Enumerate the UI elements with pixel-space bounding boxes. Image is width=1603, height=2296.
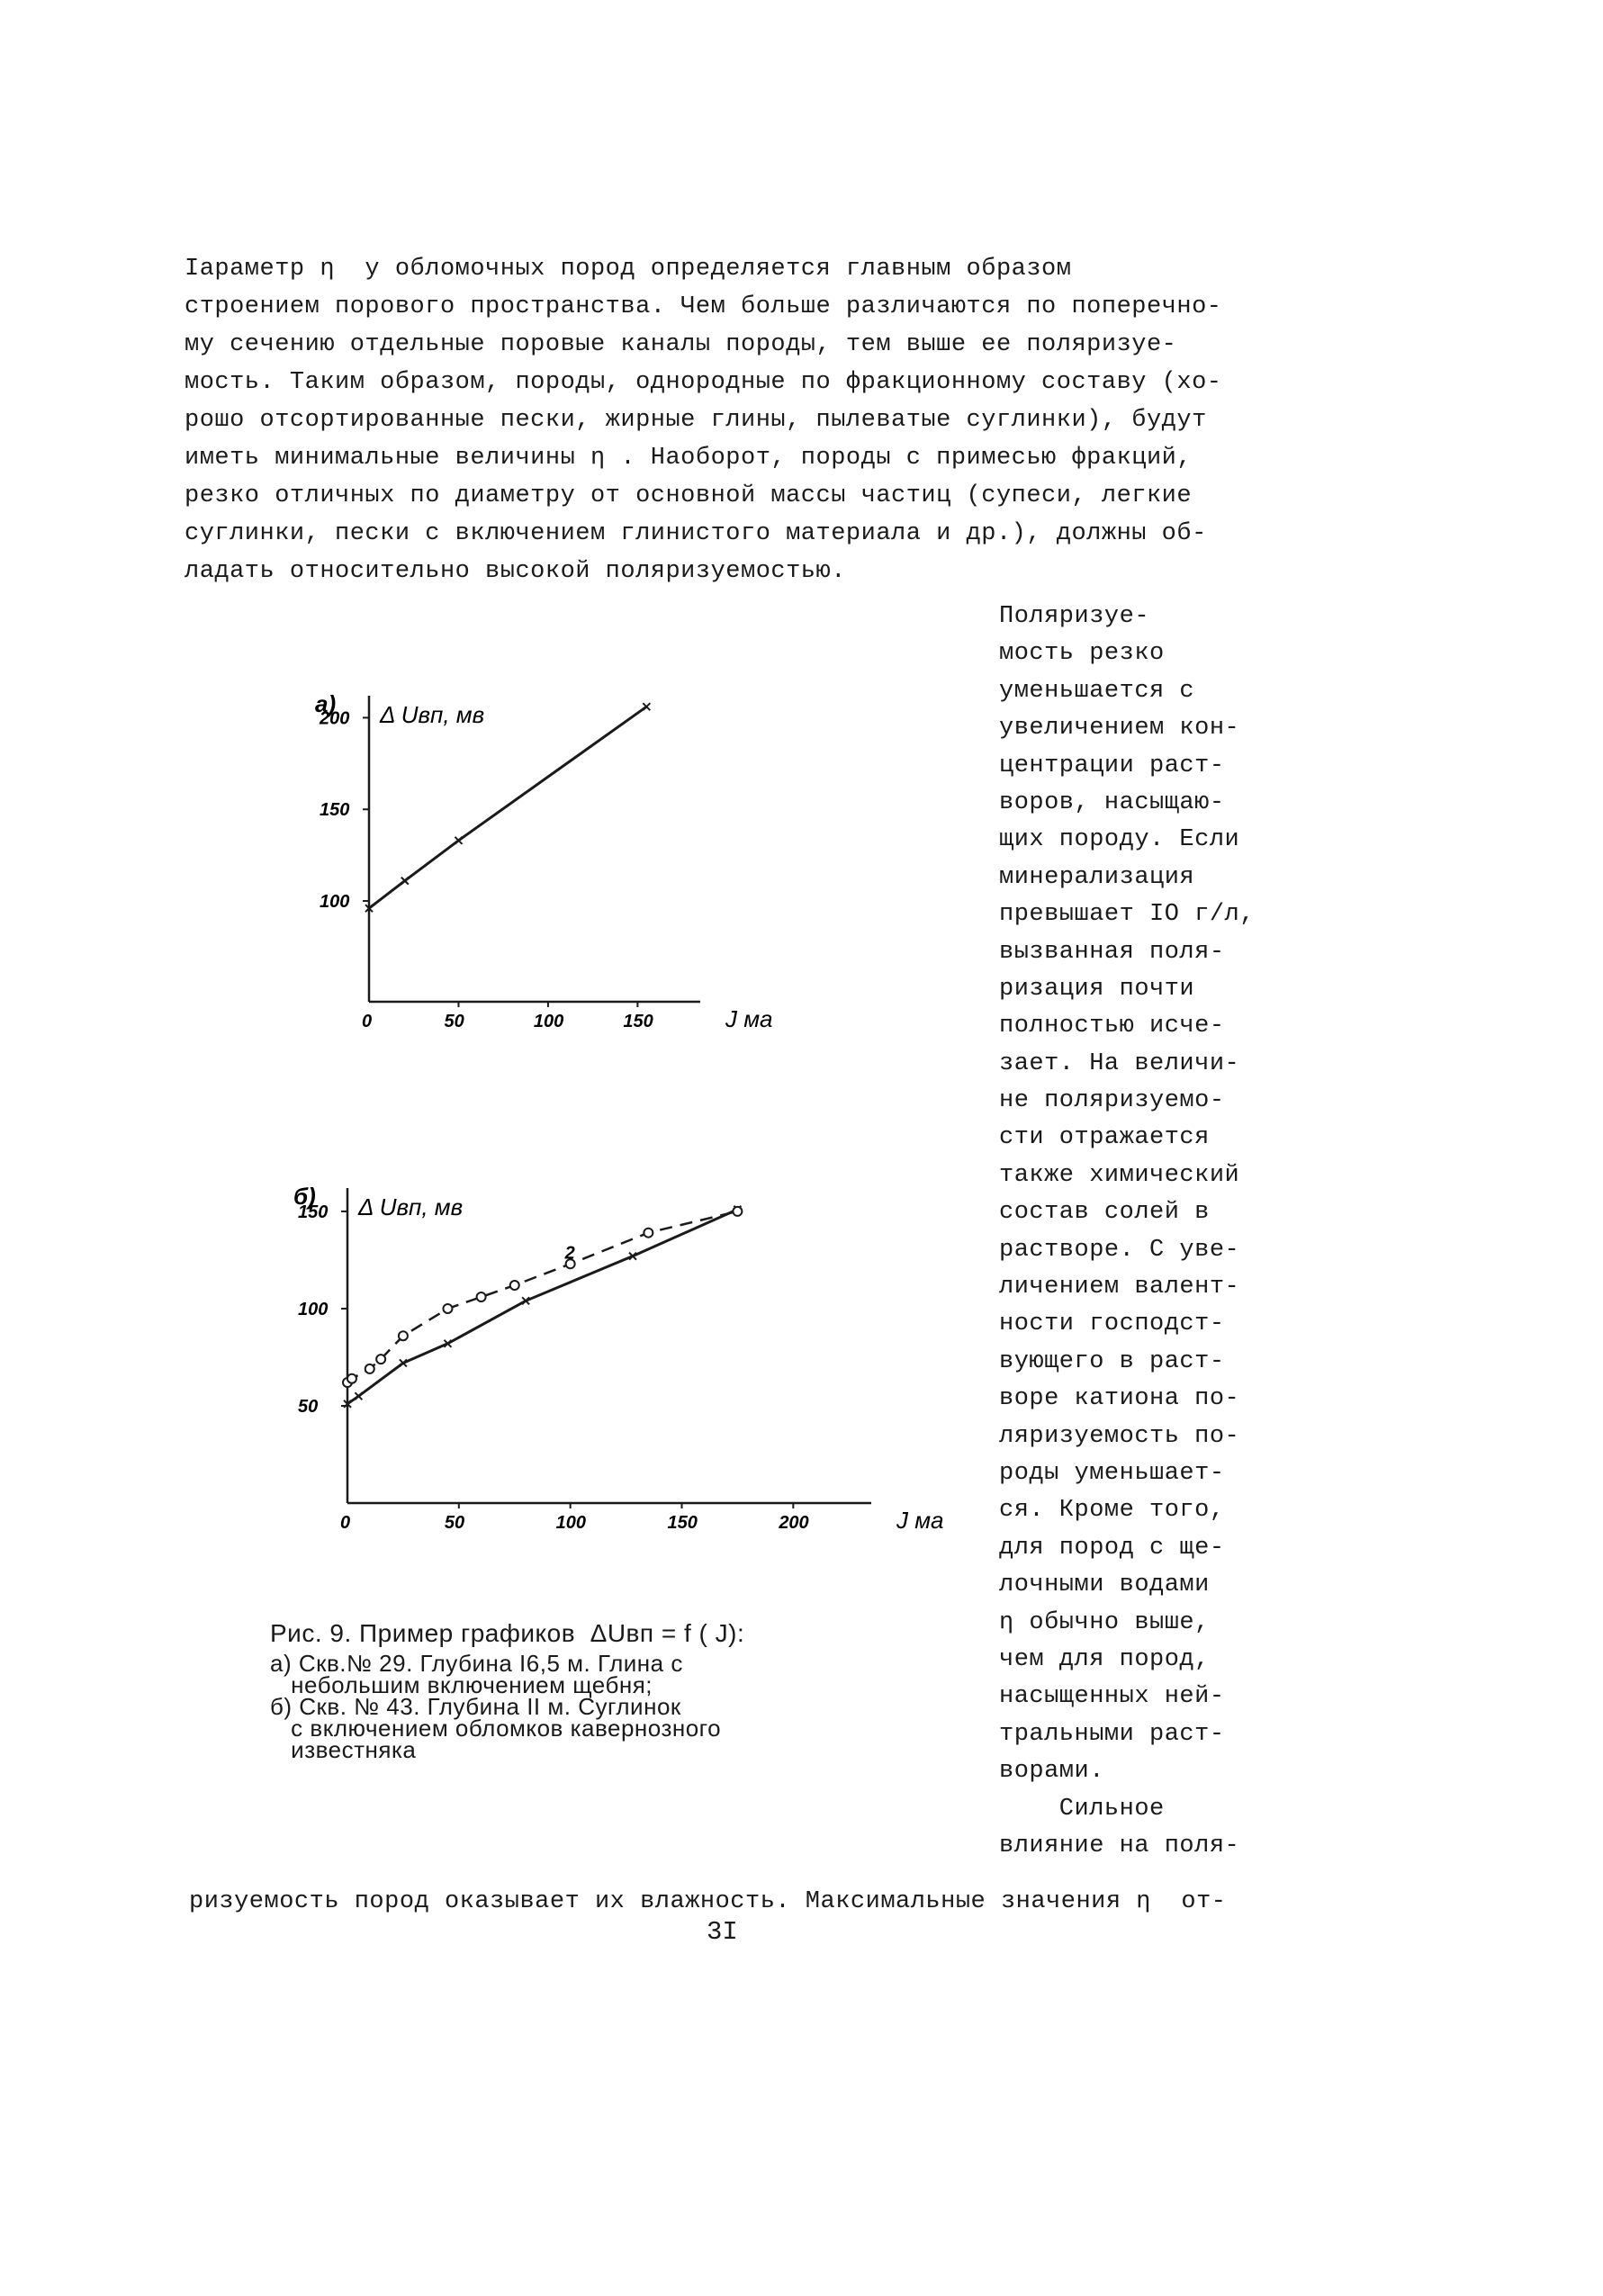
x-tick-label: 150 [667,1513,698,1533]
right-column-line: ляризуемость по- [999,1422,1240,1450]
paragraph-line: суглинки, пески с включением глинистого материала и др.), должны об- [185,520,1207,547]
x-tick-label: 200 [779,1513,809,1533]
right-column-line: личением валент- [999,1274,1240,1301]
x-tick-label: 50 [444,1012,464,1031]
right-column-line: ворами. [999,1758,1104,1786]
right-column-line: полностью исче- [999,1013,1225,1040]
data-point-circle [510,1281,519,1290]
data-point-circle [399,1331,408,1340]
right-column-line: мость резко [999,640,1165,668]
right-column-line: также химический [999,1161,1240,1189]
chart-b [270,1141,944,1546]
right-column-line: лочными водами [999,1571,1210,1599]
page-number: 3I [707,1917,738,1947]
y-axis-label: Δ Uвп, мв [380,701,485,728]
y-tick-label: 200 [320,708,350,729]
y-tick-label: 150 [298,1202,329,1222]
y-axis-label: Δ Uвп, мв [358,1193,464,1220]
data-point-circle [347,1374,356,1383]
y-tick-label: 100 [298,1299,329,1319]
right-column-text [999,599,1269,1865]
x-axis-label: J ма [896,1507,944,1534]
right-column-line: ности господст- [999,1310,1225,1338]
data-point-cross [401,878,409,885]
data-point-circle [644,1229,653,1238]
y-tick-label: 50 [298,1396,319,1417]
bottom-text: ризуемость пород оказывает их влажность. Максимальные значения η от- [189,1888,1227,1915]
data-point-cross [643,703,650,710]
paragraph-line: мость. Таким образом, породы, однородные по фракционному составу (хо- [185,369,1222,396]
paragraph-line: иметь минимальные величины η . Наоборот, породы с примесью фракций, [185,445,1193,472]
paragraph-main [185,250,1251,590]
right-column-line: превышает IO г/л, [999,901,1255,929]
caption-line: небольшим включением щебня; [270,1671,653,1698]
right-column-line: увеличением кон- [999,715,1240,743]
origin-label: 0 [362,1012,373,1031]
caption-line: с включением обломков кавернозного [270,1715,722,1742]
paragraph-line: резко отличных по диаметру от основной массы частиц (супеси, легкие [185,482,1193,509]
panel-label: б) [293,1183,316,1210]
right-column-line: η обычно выше, [999,1608,1210,1636]
data-point-circle [477,1292,486,1301]
right-column-line: Поляризуе- [999,603,1150,630]
caption-line: а) Скв.№ 29. Глубина I6,5 м. Глина с [270,1650,683,1677]
right-column-line: ся. Кроме того, [999,1497,1225,1525]
x-tick-label: 50 [444,1513,465,1533]
caption-title: Рис. 9. Пример графиков ΔUвп = f ( J): [270,1619,745,1647]
x-axis-label: J ма [725,1005,773,1032]
series-line-solid [369,707,646,908]
y-tick-label: 100 [320,892,350,913]
right-column-line: роды уменьшает- [999,1459,1225,1487]
chart-a [270,630,828,1053]
right-column-line: не поляризуемо- [999,1087,1225,1115]
right-column-line: воре катиона по- [999,1385,1240,1413]
series-line-solid [347,1210,737,1404]
right-column-line: щих породу. Если [999,826,1240,854]
right-column-line: центрации раст- [999,752,1225,779]
data-point-circle [443,1304,452,1313]
right-column-line: уменьшается с [999,677,1195,705]
series-line-dashed [347,1211,737,1382]
y-tick-label: 150 [320,800,350,821]
x-tick-label: 150 [623,1012,653,1031]
right-column-line: вызванная поля- [999,938,1225,966]
origin-label: 0 [340,1513,351,1533]
data-point-circle [376,1355,385,1364]
paragraph-line: строением порового пространства. Чем больше различаются по поперечно- [185,293,1222,320]
right-column-line: минерализация [999,863,1195,891]
caption-lines [270,1650,900,1763]
data-point-cross [355,1392,362,1400]
right-column-line: для пород с ще- [999,1534,1225,1562]
right-column-line: влияние на поля- [999,1832,1240,1859]
bottom-line [189,1883,1269,1921]
paragraph-line: рошо отсортированные пески, жирные глины, пылеватые суглинки), будут [185,407,1207,434]
right-column-line: зает. На величи- [999,1049,1240,1077]
figure-caption [270,1618,900,1763]
caption-line: известняка [270,1736,417,1763]
right-column-line: вующего в раст- [999,1347,1225,1375]
right-column-line: тральными раст- [999,1720,1225,1748]
right-column-line: воров, насыщаю- [999,788,1225,816]
series-label: 2 [564,1243,575,1264]
panel-label: а) [315,690,337,717]
x-tick-label: 100 [533,1012,564,1031]
right-column-line: сти отражается [999,1124,1210,1152]
right-column-line: Сильное [999,1795,1165,1823]
data-point-cross [455,837,462,844]
right-column-line: насыщенных ней- [999,1683,1225,1711]
right-column-line: растворе. С уве- [999,1236,1240,1264]
paragraph-line: Iараметр η у обломочных пород определяется главным образом [185,256,1072,283]
data-point-circle [365,1364,374,1373]
right-column-line: состав солей в [999,1199,1210,1227]
data-point-circle [733,1207,742,1216]
x-tick-label: 100 [555,1513,587,1533]
right-column-line: ризация почти [999,975,1195,1003]
caption-line: б) Скв. № 43. Глубина II м. Суглинок [270,1693,681,1720]
paragraph-line: му сечению отдельные поровые каналы породы, тем выше ее поляризуе- [185,331,1177,358]
right-column-line: чем для пород, [999,1645,1210,1673]
paragraph-line: ладать относительно высокой поляризуемостью. [185,558,846,585]
